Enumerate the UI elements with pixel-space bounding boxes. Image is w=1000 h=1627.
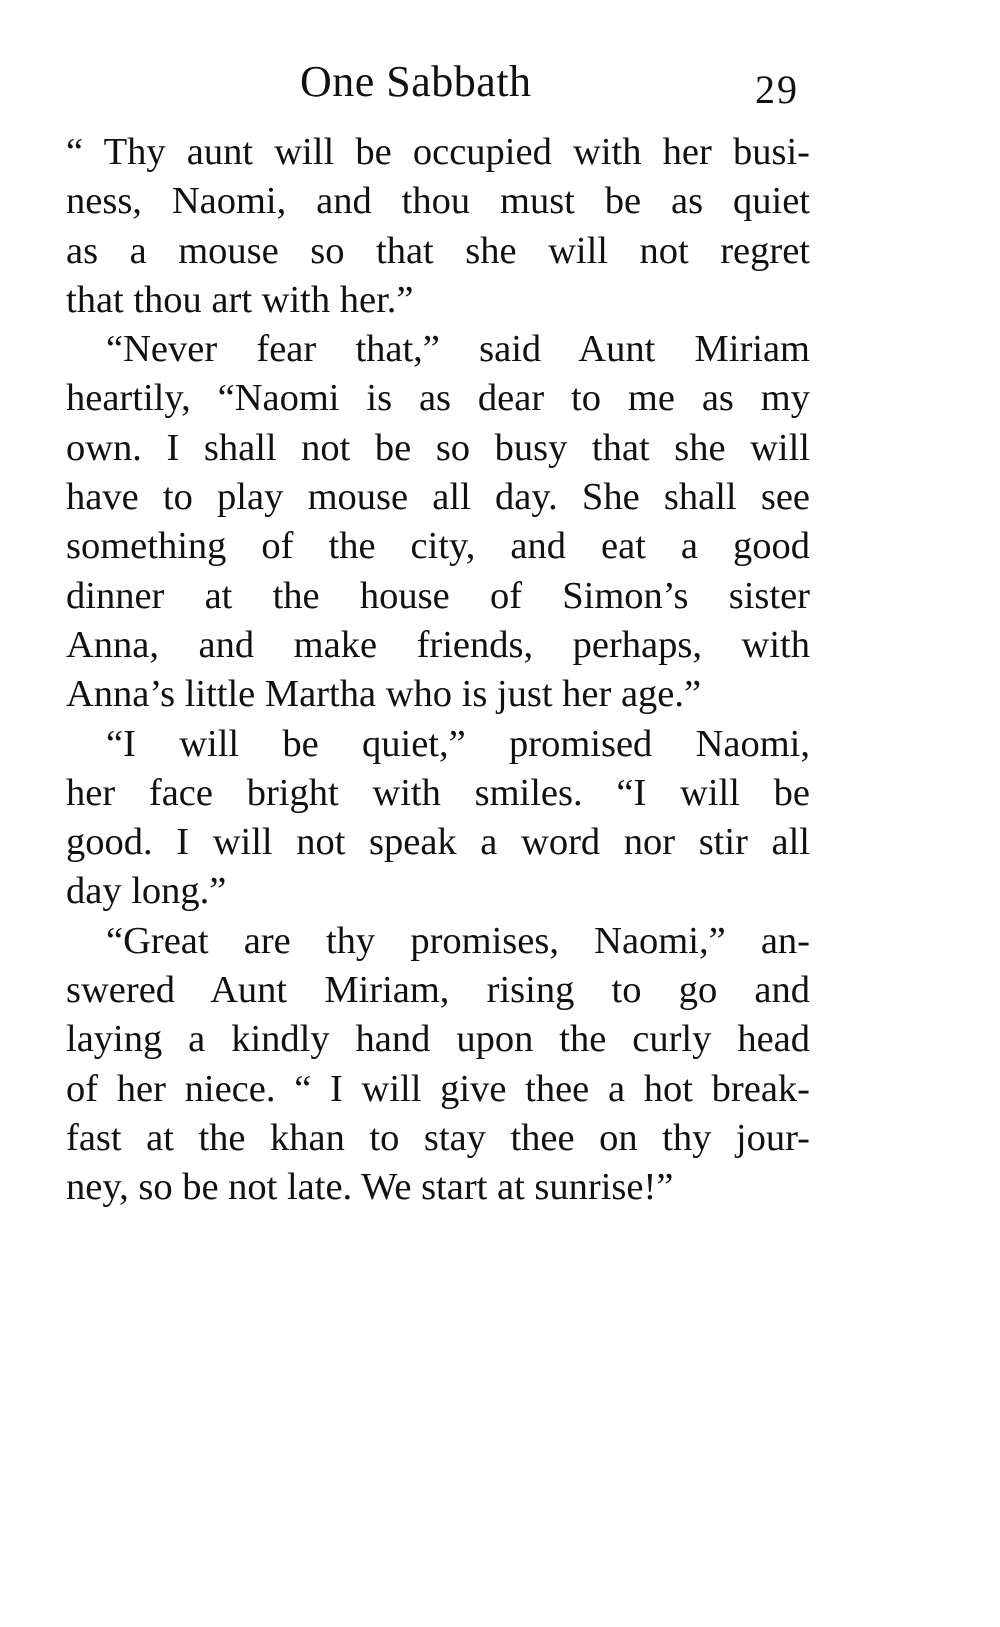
text-line: Anna, and make friends, perhaps, with <box>66 623 810 666</box>
paragraph <box>66 917 810 1213</box>
paragraph <box>66 325 810 719</box>
text-line: swered Aunt Miriam, rising to go and <box>66 969 810 1012</box>
page-number: 29 <box>755 67 799 112</box>
text-line: something of the city, and eat a good <box>66 525 810 568</box>
text-line: day long.” <box>66 870 227 913</box>
text-line: dinner at the house of Simon’s sister <box>66 574 810 617</box>
paragraph <box>66 128 810 325</box>
running-head <box>0 52 1000 112</box>
running-title: One Sabbath <box>300 57 532 106</box>
text-line: good. I will not speak a word nor stir all <box>66 821 810 864</box>
text-line: own. I shall not be so busy that she will <box>66 426 810 469</box>
text-line: “Great are thy promises, Naomi,” an- <box>106 919 810 962</box>
body-text <box>66 128 810 1213</box>
text-line: ney, so be not late. We start at sunrise!” <box>66 1166 674 1209</box>
text-line: Anna’s little Martha who is just her age.” <box>66 673 702 716</box>
text-line: have to play mouse all day. She shall see <box>66 476 810 519</box>
text-line: “Never fear that,” said Aunt Miriam <box>106 328 810 371</box>
text-line: “ Thy aunt will be occupied with her busi- <box>66 131 810 173</box>
text-line: ness, Naomi, and thou must be as quiet <box>66 180 810 223</box>
text-line: that thou art with her.” <box>66 278 414 321</box>
text-line: fast at the khan to stay thee on thy jour- <box>66 1116 810 1159</box>
text-line: as a mouse so that she will not regret <box>66 229 810 272</box>
paragraph <box>66 720 810 917</box>
text-line: laying a kindly hand upon the curly head <box>66 1018 810 1061</box>
text-line: her face bright with smiles. “I will be <box>66 771 810 814</box>
text-line: of her niece. “ I will give thee a hot break- <box>66 1067 810 1110</box>
text-line: “I will be quiet,” promised Naomi, <box>106 722 810 765</box>
text-line: heartily, “Naomi is as dear to me as my <box>66 377 810 420</box>
